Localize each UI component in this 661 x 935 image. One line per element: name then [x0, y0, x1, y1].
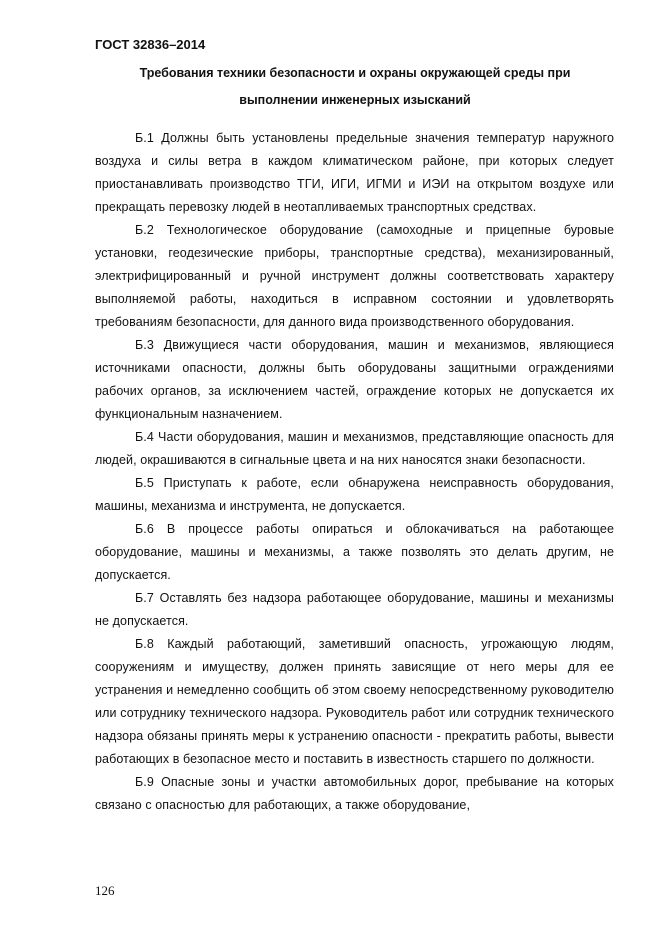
section-title: [120, 60, 590, 114]
section-title-line-2: выполнении инженерных изысканий: [239, 93, 471, 107]
section-title-line-1: Требования техники безопасности и охраны окружающей среды при: [139, 66, 571, 80]
standard-number: ГОСТ 32836–2014: [95, 37, 206, 52]
paragraph-b2: Б.2 Технологическое оборудование (самоходные и прицепные буровые установки, геодезические приборы, транспортные средства), механизированный, электрифицированный и ручной инструмент должны соответствовать характеру выполняемой работы, находиться в исправном состоянии и удовлетворять требованиям безопасности, для данного вида производственного оборудования.: [95, 223, 614, 329]
paragraph-b5: Б.5 Приступать к работе, если обнаружена неисправность оборудования, машины, механизма и инструмента, не допускается.: [95, 476, 614, 513]
paragraph-b8: Б.8 Каждый работающий, заметивший опасность, угрожающую людям, сооружениям и имуществу, должен принять зависящие от него меры для ее устранения и немедленно сообщить об этом своему непосредственному руководителю или сотруднику технического надзора. Руководитель работ или сотрудник технического надзора обязаны принять меры к устранению опасности - прекратить работы, вывести работающих в безопасное место и поставить в известность старшего по должности.: [95, 637, 614, 766]
paragraph-b3: Б.3 Движущиеся части оборудования, машин и механизмов, являющиеся источниками опасности, должны быть оборудованы защитными ограждениями рабочих органов, за исключением частей, ограждение которых не допускается их функциональным назначением.: [95, 338, 614, 421]
paragraph-b7: Б.7 Оставлять без надзора работающее оборудование, машины и механизмы не допускается.: [95, 591, 614, 628]
paragraph-b6: Б.6 В процессе работы опираться и облокачиваться на работающее оборудование, машины и механизмы, а также позволять это делать другим, не допускается.: [95, 522, 614, 582]
page-number: 126: [95, 883, 115, 898]
paragraph-b9: Б.9 Опасные зоны и участки автомобильных дорог, пребывание на которых связано с опасностью для работающих, а также оборудование,: [95, 775, 614, 812]
document-body: [95, 127, 614, 817]
paragraph-b4: Б.4 Части оборудования, машин и механизмов, представляющие опасность для людей, окрашиваются в сигнальные цвета и на них наносятся знаки безопасности.: [95, 430, 614, 467]
paragraph-b1: Б.1 Должны быть установлены предельные значения температур наружного воздуха и силы ветра в каждом климатическом районе, при которых следует приостанавливать производство ТГИ, ИГИ, ИГМИ и ИЭИ на открытом воздухе или прекращать перевозку людей в неотапливаемых транспортных средствах.: [95, 131, 614, 214]
